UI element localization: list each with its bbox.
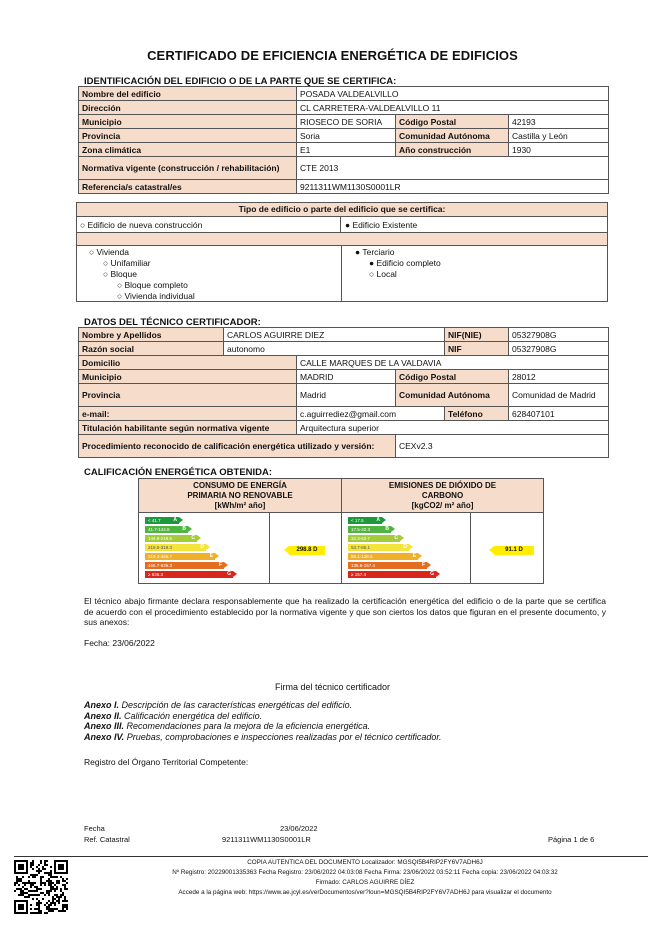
annex-item [84, 700, 624, 711]
annex-item [84, 721, 624, 732]
emissions-range-label: 17.5-32.3 [351, 527, 371, 532]
technician-heading: DATOS DEL TÉCNICO CERTIFICADOR: [84, 317, 261, 328]
registry-label: Registro del Órgano Territorial Competente: [84, 757, 249, 767]
emissions-bar-g [348, 571, 436, 578]
emissions-rating-box [341, 478, 544, 584]
consumption-title-1: CONSUMO DE ENERGÍA [193, 481, 287, 490]
building-name: POSADA VALDEALVILLO [297, 87, 609, 101]
consumption-letter-label: B [182, 526, 186, 532]
tech-province-label: Provincia [79, 384, 297, 407]
edificio-completo-option: ● Edificio completo [369, 258, 441, 268]
community-label: Comunidad Autónoma [396, 129, 509, 143]
consumption-letter-label: E [209, 553, 213, 559]
vivienda-option: ○ Vivienda [89, 247, 129, 257]
tech-qualification-label: Titulación habilitante según normativa vigente [79, 421, 297, 435]
tech-postal-code: 28012 [509, 370, 609, 384]
climate-zone-label: Zona climática [79, 143, 297, 157]
emissions-bar-d [348, 544, 409, 551]
technician-table [78, 327, 609, 458]
consumption-bar-c [145, 535, 197, 542]
signature-label: Firma del técnico certificador [274, 682, 391, 692]
annex-text: Calificación energética del edificio. [124, 710, 263, 721]
consumption-bar-e [145, 553, 215, 560]
terciario-option: ● Terciario [355, 247, 395, 257]
tech-municipality: MADRID [297, 370, 396, 384]
emissions-letter-label: A [376, 517, 380, 523]
page-title: CERTIFICADO DE EFICIENCIA ENERGÉTICA DE EDIFICIOS [147, 48, 518, 63]
new-building-option: ○ Edificio de nueva construcción [77, 217, 341, 233]
emissions-letter-label: D [403, 544, 407, 550]
identification-heading: IDENTIFICACIÓN DEL EDIFICIO O DE LA PARTE QUE SE CERTIFICA: [84, 76, 397, 87]
address-label: Dirección [79, 101, 297, 115]
unifamiliar-option: ○ Unifamiliar [103, 258, 151, 268]
consumption-range-label: ≥ 636.3 [148, 572, 163, 577]
tech-procedure-label: Procedimiento reconocido de calificación energética utilizado y versión: [79, 435, 396, 458]
emissions-letter-label: C [394, 535, 398, 541]
bloque-option: ○ Bloque [103, 269, 137, 279]
footer-cadastral: 9211311WM1130S0001LR [222, 835, 311, 844]
emissions-header [342, 479, 543, 513]
emissions-letter-label: E [412, 553, 416, 559]
annex-text: Pruebas, comprobaciones e inspecciones realizadas por el técnico certificador. [126, 731, 442, 742]
annex-item [84, 711, 624, 722]
consumption-title-2: PRIMARIA NO RENOVABLE [187, 491, 293, 500]
tech-domicile-label: Domicilio [79, 356, 297, 370]
annex-number: Anexo II. [84, 710, 122, 721]
declaration-date: Fecha: 23/06/2022 [84, 638, 155, 648]
consumption-letter-label: A [173, 517, 177, 523]
bloque-completo-option: ○ Bloque completo [117, 280, 188, 290]
consumption-bar-b [145, 526, 188, 533]
consumption-letter-label: G [227, 571, 231, 577]
tech-nif-label: NIF [445, 342, 509, 356]
building-name-label: Nombre del edificio [79, 87, 297, 101]
emissions-letter-label: G [430, 571, 434, 577]
consumption-letter-label: D [200, 544, 204, 550]
tech-domicile: CALLE MARQUES DE LA VALDAVIA [297, 356, 609, 370]
emissions-bar-e [348, 553, 418, 560]
emissions-range-label: ≥ 157.4 [351, 572, 366, 577]
consumption-range-label: 466.7-636.3 [148, 563, 173, 568]
footer-url-text[interactable]: Accede a la página web: https://www.ae.jcyl.es/verDocumentos/ver?loun=MGSQI5B4RIP2FY6V7ADH6J para visualizar el documento [178, 889, 552, 896]
postal-code-label: Código Postal [396, 115, 509, 129]
tech-phone: 628407101 [509, 407, 609, 421]
consumption-value: 298.8 D [289, 546, 325, 555]
tech-province: Madrid [297, 384, 396, 407]
consumption-range-label: 319.3-466.7 [148, 554, 173, 559]
postal-code: 42193 [509, 115, 609, 129]
tech-nif-nie-label: NIF(NIE) [445, 328, 509, 342]
emissions-range-label: 53.7-85.1 [351, 545, 371, 550]
tech-company: autonomo [224, 342, 445, 356]
tech-nif: 05327908G [509, 342, 609, 356]
building-type-divider [77, 233, 607, 246]
emissions-title-2: CARBONO [421, 491, 464, 500]
building-type-heading: Tipo de edificio o parte del edificio que se certifica: [77, 203, 607, 217]
local-option: ○ Local [369, 269, 397, 279]
annexes-list [84, 700, 624, 742]
consumption-bar-d [145, 544, 206, 551]
tech-company-label: Razón social [79, 342, 224, 356]
emissions-range-label: 136.6-157.4 [351, 563, 376, 568]
emissions-bar-b [348, 526, 391, 533]
building-type-box [76, 202, 608, 302]
regulation-label: Normativa vigente (construcción / rehabilitación) [79, 157, 297, 180]
vivienda-individual-option: ○ Vivienda individual [117, 291, 195, 301]
footer-page: Página 1 de 6 [548, 835, 595, 844]
regulation: CTE 2013 [297, 157, 609, 180]
identification-table [78, 86, 609, 194]
emissions-divider [470, 513, 471, 583]
tech-municipality-label: Municipio [79, 370, 297, 384]
tech-name: CARLOS AGUIRRE DIEZ [224, 328, 445, 342]
consumption-range-label: < 41.7 [148, 518, 161, 523]
climate-zone: E1 [297, 143, 396, 157]
footer-signed-line: Firmado: CARLOS AGUIRRE DÍEZ [315, 879, 415, 886]
consumption-range-label: 218.5-319.3 [148, 545, 173, 550]
province-label: Provincia [79, 129, 297, 143]
emissions-bar-c [348, 535, 400, 542]
emissions-value: 91.1 D [494, 546, 534, 555]
municipality: RIOSECO DE SORIA [297, 115, 396, 129]
footer-url-line[interactable] [80, 889, 650, 896]
tech-community: Comunidad de Madrid [509, 384, 609, 407]
annex-number: Anexo IV. [84, 731, 125, 742]
emissions-letter-label: F [421, 562, 425, 568]
year-label: Año construcción [396, 143, 509, 157]
consumption-range-label: 41.7-144.8 [148, 527, 170, 532]
consumption-letter-label: C [191, 535, 195, 541]
emissions-bar-a [348, 517, 382, 524]
emissions-range-label: 85.1-136.6 [351, 554, 373, 559]
tech-phone-label: Teléfono [445, 407, 509, 421]
footer-date: 23/06/2022 [280, 824, 318, 833]
footer-date-label: Fecha [84, 824, 105, 833]
consumption-rating-box [138, 478, 342, 584]
consumption-bar-f [145, 562, 224, 569]
emissions-range-label: < 17.5 [351, 518, 364, 523]
tech-community-label: Comunidad Autónoma [396, 384, 509, 407]
tech-email: c.aguirrediez@gmail.com [297, 407, 445, 421]
qr-code-icon [14, 860, 68, 914]
consumption-bar-g [145, 571, 233, 578]
emissions-letter-label: B [385, 526, 389, 532]
consumption-letter-label: F [218, 562, 222, 568]
footer-rule [14, 856, 648, 857]
community: Castilla y León [509, 129, 609, 143]
annex-item [84, 732, 624, 743]
emissions-bar-f [348, 562, 427, 569]
footer-registry-line: Nº Registro: 20229001335363 Fecha Registro: 23/06/2022 04:03:08 Fecha Firma: 23/06/2022 03:52:11 Fecha copia: 23/06/2022 04:03:32 [172, 869, 558, 876]
consumption-header [139, 479, 341, 513]
declaration-text: El técnico abajo firmante declara responsablemente que ha realizado la certificación energética del edificio o de la parte que se certifica de acuerdo con el procedimiento establecido por la normativa vigente y que son ciertos los datos que figuran en el presente documento, y sus anexos: [84, 596, 606, 627]
tech-qualification: Arquitectura superior [297, 421, 609, 435]
municipality-label: Municipio [79, 115, 297, 129]
footer-cadastral-label: Ref. Catastral [84, 835, 130, 844]
rating-heading: CALIFICACIÓN ENERGÉTICA OBTENIDA: [84, 467, 273, 478]
building-type-separator [341, 245, 342, 301]
consumption-range-label: 144.8-218.5 [148, 536, 173, 541]
province: Soria [297, 129, 396, 143]
consumption-units: [kWh/m² año] [214, 501, 266, 510]
consumption-divider [269, 513, 270, 583]
cadastral-reference: 9211311WM1130S0001LR [297, 180, 609, 194]
footer-copy-line: COPIA AUTENTICA DEL DOCUMENTO Localizador: MGSQI5B4RIP2FY6V7ADH6J [247, 859, 483, 866]
tech-postal-code-label: Código Postal [396, 370, 509, 384]
tech-procedure: CEXv2.3 [396, 435, 609, 458]
tech-name-label: Nombre y Apellidos [79, 328, 224, 342]
address: CL CARRETERA-VALDEALVILLO 11 [297, 101, 609, 115]
year: 1930 [509, 143, 609, 157]
existing-building-option: ● Edificio Existente [341, 217, 607, 233]
emissions-title-1: EMISIONES DE DIÓXIDO DE [388, 481, 497, 490]
annex-number: Anexo III. [84, 721, 125, 731]
tech-email-label: e-mail: [79, 407, 297, 421]
annex-number: Anexo I. [84, 700, 120, 710]
tech-nif-nie: 05327908G [509, 328, 609, 342]
consumption-bar-a [145, 517, 179, 524]
cadastral-label: Referencia/s catastral/es [79, 180, 297, 194]
annex-text: Descripción de las características energéticas del edificio. [121, 700, 353, 710]
emissions-range-label: 32.3-53.7 [351, 536, 371, 541]
annex-text: Recomendaciones para la mejora de la eficiencia energética. [126, 721, 371, 731]
emissions-units: [kgCO2/ m² año] [411, 501, 474, 510]
